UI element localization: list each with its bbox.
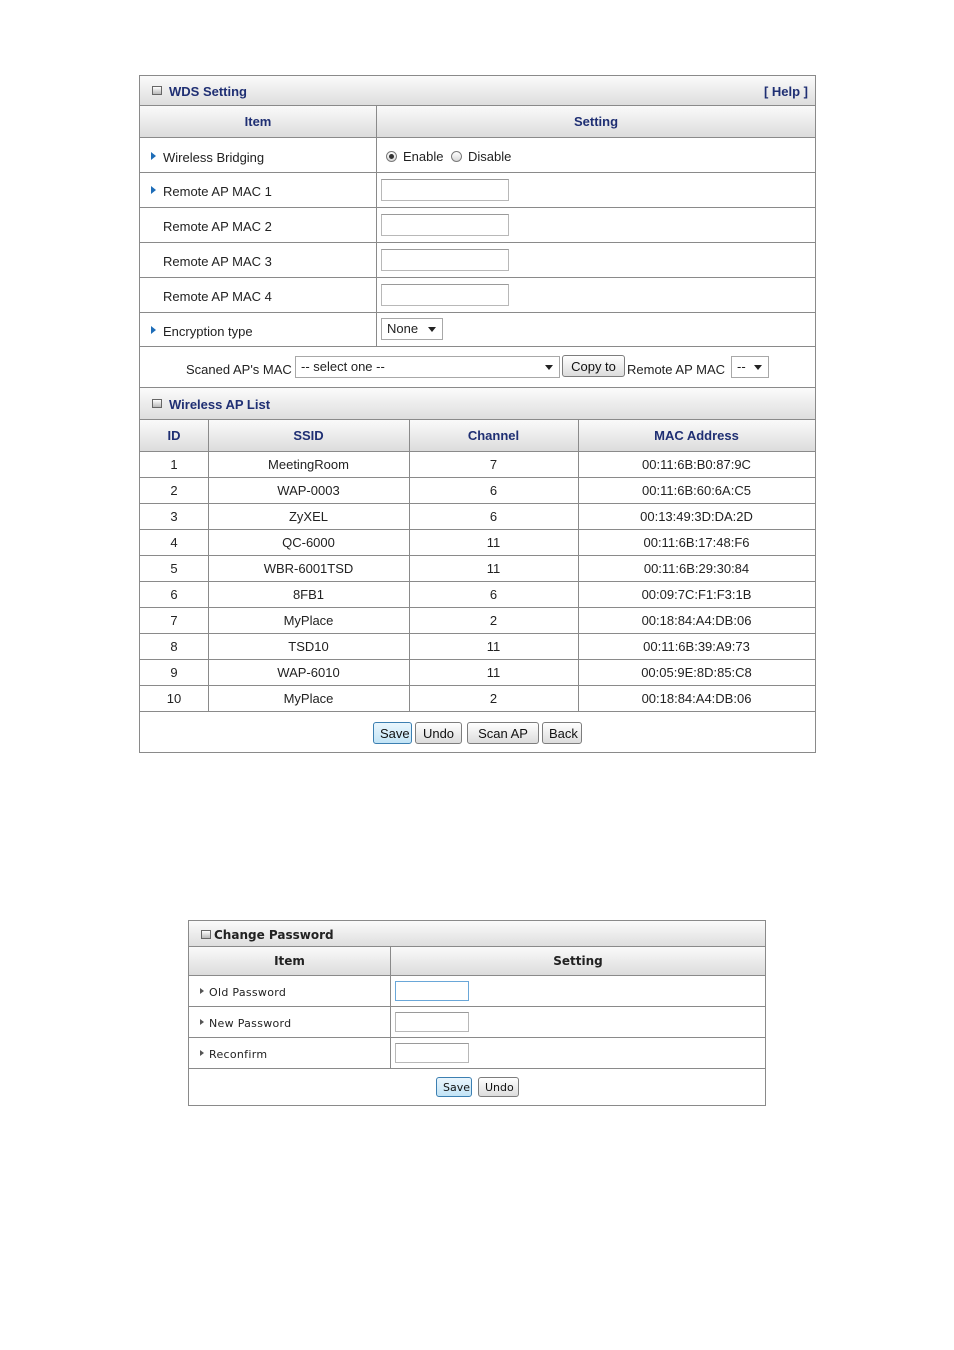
wds-title-bar [140, 76, 815, 106]
enable-radio[interactable] [386, 151, 397, 162]
row-ssid: MyPlace [283, 691, 334, 706]
back-button[interactable]: Back [542, 722, 582, 744]
wireless-bridging-row [140, 138, 815, 173]
divider [376, 208, 377, 242]
table-row[interactable] [140, 556, 815, 582]
row-id: 9 [170, 665, 178, 680]
row-id: 8 [170, 639, 178, 654]
scanned-ap-select[interactable] [295, 356, 560, 378]
box-icon [152, 399, 162, 408]
box-icon [201, 930, 211, 939]
old-password-row [189, 976, 765, 1007]
row-channel: 7 [489, 457, 498, 472]
arrow-icon [151, 326, 156, 334]
row-mac: 00:11:6B:29:30:84 [643, 561, 750, 576]
ap-list-header [140, 420, 815, 452]
divider [390, 1007, 391, 1037]
caret-down-icon [545, 365, 553, 370]
table-row[interactable] [140, 582, 815, 608]
row-channel: 11 [486, 665, 501, 680]
wds-title: WDS Setting [169, 84, 247, 99]
ap-list-title-bar [140, 388, 815, 420]
arrow-icon [200, 988, 204, 994]
scanned-ap-row [140, 347, 815, 388]
remote-ap-mac-1-row [140, 173, 815, 208]
row-id: 6 [170, 587, 178, 602]
remote-ap-mac-2-label: Remote AP MAC 2 [163, 219, 272, 234]
old-password-input[interactable] [395, 981, 469, 1001]
ap-list-title: Wireless AP List [169, 397, 271, 412]
row-id: 10 [166, 691, 182, 706]
password-title-bar [189, 921, 765, 947]
row-id: 5 [170, 561, 178, 576]
col-channel: Channel [467, 428, 520, 443]
row-channel: 6 [489, 509, 498, 524]
row-channel: 6 [489, 587, 498, 602]
table-row[interactable] [140, 530, 815, 556]
row-ssid: QC-6000 [282, 535, 335, 550]
divider [376, 138, 377, 172]
encryption-type-value: None [387, 321, 419, 336]
row-id: 4 [170, 535, 178, 550]
box-icon [152, 86, 162, 95]
remote-ap-mac-2-input[interactable] [381, 214, 509, 236]
encryption-type-label: Encryption type [163, 324, 253, 339]
table-row[interactable] [140, 478, 815, 504]
table-row[interactable] [140, 452, 815, 478]
enable-label: Enable [403, 149, 444, 164]
row-id: 2 [170, 483, 178, 498]
wireless-bridging-label: Wireless Bridging [163, 150, 265, 165]
encryption-type-row [140, 313, 815, 347]
change-password-panel [188, 920, 766, 1106]
save-button[interactable]: Save [373, 722, 412, 744]
password-title: Change Password [214, 928, 334, 942]
arrow-icon [151, 186, 156, 194]
row-mac: 00:13:49:3D:DA:2D [640, 509, 753, 524]
scanned-ap-value: -- select one -- [301, 359, 385, 374]
row-channel: 11 [486, 561, 501, 576]
row-mac: 00:11:6B:39:A9:73 [643, 639, 750, 654]
row-id: 7 [170, 613, 178, 628]
old-password-label: Old Password [209, 986, 287, 999]
remote-ap-mac-1-input[interactable] [381, 179, 509, 201]
new-password-label: New Password [209, 1017, 292, 1030]
help-link[interactable]: [ Help ] [763, 84, 808, 99]
remote-ap-mac-1-label: Remote AP MAC 1 [163, 184, 272, 199]
wds-col-setting: Setting [376, 106, 815, 138]
password-col-item: Item [189, 947, 390, 976]
reconfirm-label: Reconfirm [209, 1048, 268, 1061]
remote-ap-mac-3-input[interactable] [381, 249, 509, 271]
remote-ap-mac-select[interactable] [731, 356, 769, 378]
password-save-button[interactable]: Save [436, 1077, 472, 1097]
new-password-input[interactable] [395, 1012, 469, 1032]
divider [376, 243, 377, 277]
table-row[interactable] [140, 504, 815, 530]
row-ssid: 8FB1 [292, 587, 325, 602]
password-col-setting: Setting [390, 947, 765, 976]
row-ssid: ZyXEL [288, 509, 328, 524]
divider [376, 278, 377, 312]
row-mac: 00:18:84:A4:DB:06 [641, 691, 752, 706]
row-ssid: WBR-6001TSD [263, 561, 354, 576]
row-mac: 00:09:7C:F1:F3:1B [641, 587, 752, 602]
arrow-icon [200, 1019, 204, 1025]
row-channel: 6 [489, 483, 498, 498]
encryption-type-select[interactable] [381, 318, 443, 340]
row-channel: 2 [489, 613, 498, 628]
row-id: 3 [170, 509, 178, 524]
remote-ap-mac-4-input[interactable] [381, 284, 509, 306]
row-mac: 00:11:6B:60:6A:C5 [642, 483, 751, 498]
arrow-icon [200, 1050, 204, 1056]
row-ssid: WAP-6010 [277, 665, 340, 680]
caret-down-icon [754, 365, 762, 370]
caret-down-icon [428, 327, 436, 332]
row-channel: 2 [489, 691, 498, 706]
row-mac: 00:11:6B:17:48:F6 [643, 535, 750, 550]
remote-ap-mac-4-row [140, 278, 815, 313]
wds-col-item: Item [140, 106, 376, 138]
scan-ap-button[interactable]: Scan AP [467, 722, 539, 744]
table-row[interactable] [140, 634, 815, 660]
divider [390, 1038, 391, 1068]
row-mac: 00:05:9E:8D:85:C8 [641, 665, 752, 680]
remote-ap-mac-3-row [140, 243, 815, 278]
row-ssid: TSD10 [288, 639, 329, 654]
disable-label: Disable [468, 149, 512, 164]
row-ssid: MeetingRoom [268, 457, 349, 472]
scanned-ap-label: Scaned AP's MAC [186, 362, 292, 377]
remote-ap-mac-label: Remote AP MAC [627, 362, 726, 377]
row-id: 1 [170, 457, 178, 472]
col-ssid: SSID [293, 428, 324, 443]
undo-button[interactable]: Undo [415, 722, 462, 744]
divider [376, 173, 377, 207]
wds-setting-panel [139, 75, 816, 753]
row-mac: 00:11:6B:B0:87:9C [642, 457, 751, 472]
row-channel: 11 [486, 639, 501, 654]
remote-ap-mac-value: -- [737, 359, 746, 374]
row-mac: 00:18:84:A4:DB:06 [641, 613, 752, 628]
remote-ap-mac-2-row [140, 208, 815, 243]
remote-ap-mac-4-label: Remote AP MAC 4 [163, 289, 272, 304]
row-channel: 11 [486, 535, 501, 550]
table-row[interactable] [140, 686, 815, 712]
col-id: ID [167, 428, 181, 443]
table-row[interactable] [140, 608, 815, 634]
new-password-row [189, 1007, 765, 1038]
password-undo-button[interactable]: Undo [478, 1077, 519, 1097]
col-mac: MAC Address [654, 428, 739, 443]
arrow-icon [151, 152, 156, 160]
disable-radio[interactable] [451, 151, 462, 162]
divider [376, 313, 377, 346]
reconfirm-input[interactable] [395, 1043, 469, 1063]
reconfirm-row [189, 1038, 765, 1069]
divider [390, 976, 391, 1006]
table-row[interactable] [140, 660, 815, 686]
row-ssid: MyPlace [283, 613, 334, 628]
copy-to-button[interactable]: Copy to [562, 355, 625, 377]
row-ssid: WAP-0003 [277, 483, 340, 498]
remote-ap-mac-3-label: Remote AP MAC 3 [163, 254, 272, 269]
